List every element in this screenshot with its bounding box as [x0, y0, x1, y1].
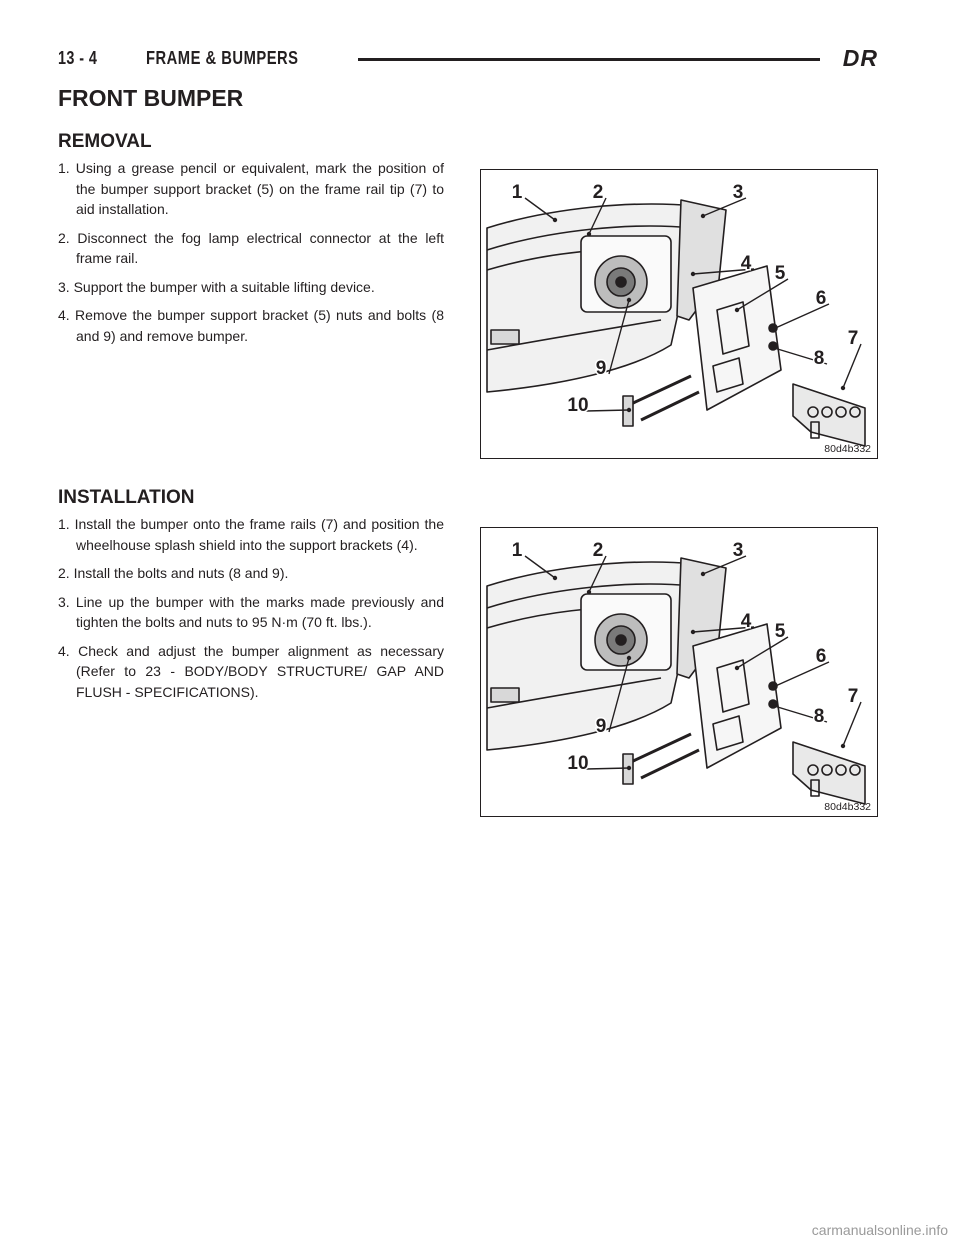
callout-8: 8 — [813, 706, 825, 727]
removal-step: 1. Using a grease pencil or equivalent, mark the position of the bumper support bracket (5) on the frame rail tip (7) to aid installation. — [58, 160, 444, 217]
callout-10: 10 — [567, 753, 589, 774]
page-header — [58, 44, 878, 76]
installation-step: 1. Install the bumper onto the frame rails (7) and position the wheelhouse splash shield into the support brackets (4). — [58, 516, 444, 553]
section-title: FRAME & BUMPERS — [146, 48, 299, 68]
footer-watermark: carmanualsonline.info — [811, 1222, 948, 1238]
callout-7: 7 — [847, 328, 859, 349]
removal-step: 3. Support the bumper with a suitable lifting device. — [58, 278, 375, 295]
installation-figure — [480, 527, 878, 817]
bumper-illustration — [481, 170, 876, 457]
installation-step: 4. Check and adjust the bumper alignment as necessary (Refer to 23 - BODY/BODY STRUCTURE/ GAP AND FLUSH - SPECIFICATIONS). — [58, 642, 444, 700]
removal-step: 4. Remove the bumper support bracket (5) nuts and bolts (8 and 9) and remove bumper. — [58, 307, 444, 344]
installation-step: 3. Line up the bumper with the marks made previously and tighten the bolts and nuts to 95 N·m (70 ft. lbs.). — [58, 593, 444, 630]
callout-8: 8 — [813, 348, 825, 369]
callout-3: 3 — [732, 540, 744, 561]
installation-steps — [58, 514, 444, 710]
bumper-illustration — [481, 528, 876, 815]
callout-9: 9 — [595, 358, 607, 379]
callout-1: 1 — [511, 182, 523, 203]
header-rule — [358, 58, 820, 61]
callout-1: 1 — [511, 540, 523, 561]
installation-heading: INSTALLATION — [58, 487, 195, 508]
removal-step: 2. Disconnect the fog lamp electrical connector at the left frame rail. — [58, 229, 444, 266]
callout-2: 2 — [592, 540, 604, 561]
callout-5: 5 — [774, 621, 786, 642]
removal-heading: REMOVAL — [58, 131, 152, 152]
callout-2: 2 — [592, 182, 604, 203]
callout-5: 5 — [774, 263, 786, 284]
figure-code: 80d4b332 — [824, 443, 871, 455]
page-title: FRONT BUMPER — [58, 85, 244, 111]
figure-code: 80d4b332 — [824, 801, 871, 813]
support-bracket — [693, 266, 781, 410]
page-number: 13 - 4 — [58, 48, 98, 68]
callout-6: 6 — [815, 288, 827, 309]
removal-figure — [480, 169, 878, 459]
installation-step: 2. Install the bolts and nuts (8 and 9). — [58, 565, 289, 581]
callout-4: 4 — [740, 253, 752, 274]
frame-rail-tip — [793, 742, 865, 804]
callout-10: 10 — [567, 395, 589, 416]
callout-7: 7 — [847, 686, 859, 707]
frame-rail-tip — [793, 384, 865, 446]
removal-steps — [58, 158, 444, 354]
callout-9: 9 — [595, 716, 607, 737]
callout-6: 6 — [815, 646, 827, 667]
support-bracket — [693, 624, 781, 768]
model-code: DR — [842, 45, 878, 71]
callout-3: 3 — [732, 182, 744, 203]
callout-4: 4 — [740, 611, 752, 632]
